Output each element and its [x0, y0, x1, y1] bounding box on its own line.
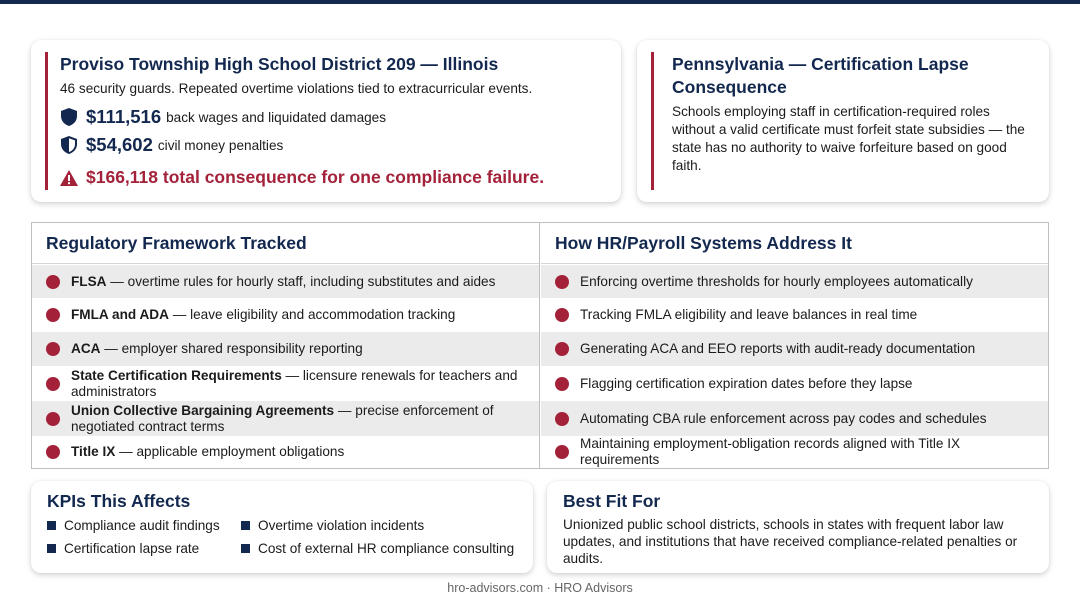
proviso-title: Proviso Township High School District 209 — Illinois: [60, 54, 499, 74]
kpi-label: Certification lapse rate: [64, 541, 200, 556]
table-row: [32, 366, 539, 401]
bullet-dot-icon: [46, 308, 60, 322]
regulatory-column: [32, 223, 540, 468]
kpi-item: [47, 541, 199, 556]
kpi-item: [241, 541, 514, 556]
kpi-card: [31, 481, 533, 573]
best-fit-description: Unionized public school districts, schools in states with frequent labor law updates, and institutions that have received compliance-related penalties or audits.: [563, 517, 1018, 566]
kpi-label: Cost of external HR compliance consulting: [258, 541, 515, 556]
kpi-title: KPIs This Affects: [47, 491, 191, 511]
square-bullet-icon: [241, 521, 250, 530]
table-row: [541, 401, 1048, 436]
table-row: [32, 436, 539, 468]
regulatory-table: [31, 222, 1049, 469]
shield-half-icon: [60, 136, 78, 154]
card-accent-bar: [651, 52, 654, 190]
solutions-header-label: How HR/Payroll Systems Address It: [555, 232, 852, 253]
civil-penalties-amount: $54,602: [86, 134, 153, 155]
footer-credit: hro-advisors.com · HRO Advisors: [447, 581, 633, 595]
warning-triangle-icon: [60, 169, 78, 187]
bullet-dot-icon: [46, 377, 60, 391]
table-row: [32, 401, 539, 436]
square-bullet-icon: [241, 544, 250, 553]
back-wages-row: [60, 106, 386, 128]
solutions-header: [541, 223, 1048, 264]
top-accent-bar: [0, 0, 1080, 4]
proviso-description: 46 security guards. Repeated overtime violations tied to extracurricular events.: [60, 81, 533, 96]
back-wages-label: back wages and liquidated damages: [166, 109, 387, 125]
framework-term: State Certification Requirements: [71, 367, 282, 383]
regulatory-header: [32, 223, 539, 264]
solution-text: Flagging certification expiration dates before they lapse: [580, 375, 913, 391]
proviso-case-card: [31, 40, 621, 202]
framework-text: [71, 274, 507, 290]
bullet-dot-icon: [555, 445, 569, 459]
framework-desc: — licensure renewals for teachers and administrators: [71, 367, 518, 399]
framework-text: [71, 307, 467, 323]
solution-text: Maintaining employment-obligation records aligned with Title IX requirements: [580, 436, 961, 467]
solutions-column: [541, 223, 1048, 468]
civil-penalties-label: civil money penalties: [157, 137, 284, 153]
bullet-dot-icon: [46, 342, 60, 356]
framework-text: [71, 444, 356, 460]
bullet-dot-icon: [555, 308, 569, 322]
framework-term: FMLA and ADA: [71, 307, 169, 322]
solution-text: Enforcing overtime thresholds for hourly employees automatically: [580, 273, 973, 289]
kpi-item: [47, 518, 220, 533]
framework-text: [71, 341, 375, 357]
bullet-dot-icon: [46, 412, 60, 426]
table-row: [541, 298, 1048, 332]
framework-desc: — precise enforcement of negotiated contract terms: [71, 402, 494, 434]
best-fit-title: Best Fit For: [563, 491, 661, 511]
table-row: [32, 332, 539, 366]
bullet-dot-icon: [555, 377, 569, 391]
pennsylvania-description: Schools employing staff in certification-required roles without a valid certificate must forfeit state subsidies — the state has no authority to waive forfeiture based on good faith.: [672, 104, 1025, 173]
square-bullet-icon: [47, 544, 56, 553]
framework-term: Union Collective Bargaining Agreements: [71, 402, 335, 418]
table-row: [32, 265, 539, 298]
bullet-dot-icon: [46, 445, 60, 459]
total-consequence-row: [60, 167, 544, 188]
framework-desc: — leave eligibility and accommodation tracking: [168, 307, 456, 322]
square-bullet-icon: [47, 521, 56, 530]
framework-desc: — employer shared responsibility reporting: [100, 341, 363, 356]
bullet-dot-icon: [46, 275, 60, 289]
kpi-label: Compliance audit findings: [64, 518, 220, 533]
table-row: [541, 436, 1048, 468]
framework-term: Title IX: [71, 444, 116, 459]
solution-text: Automating CBA rule enforcement across pay codes and schedules: [580, 410, 987, 426]
solution-text: Tracking FMLA eligibility and leave balances in real time: [580, 307, 918, 322]
pennsylvania-title: Pennsylvania — Certification Lapse Consequence: [672, 54, 969, 97]
framework-term: ACA: [71, 341, 101, 356]
framework-desc: — overtime rules for hourly staff, including substitutes and aides: [106, 273, 496, 289]
pennsylvania-card: [637, 40, 1049, 202]
bullet-dot-icon: [555, 342, 569, 356]
table-row: [32, 298, 539, 332]
kpi-label: Overtime violation incidents: [258, 518, 425, 533]
bullet-dot-icon: [555, 412, 569, 426]
back-wages-amount: $111,516: [86, 106, 162, 127]
card-accent-bar: [45, 52, 48, 190]
solution-text: Generating ACA and EEO reports with audit-ready documentation: [580, 341, 976, 356]
table-row: [541, 366, 1048, 401]
best-fit-card: [547, 481, 1049, 573]
table-row: [541, 265, 1048, 298]
regulatory-header-label: Regulatory Framework Tracked: [46, 232, 307, 253]
bullet-dot-icon: [555, 275, 569, 289]
civil-penalties-row: [60, 134, 283, 156]
kpi-item: [241, 518, 424, 533]
framework-term: FLSA: [71, 273, 107, 289]
shield-filled-icon: [60, 108, 78, 126]
framework-desc: — applicable employment obligations: [115, 444, 345, 459]
framework-text: [71, 368, 539, 400]
framework-text: [71, 403, 539, 435]
total-consequence-text: $166,118 total consequence for one compliance failure.: [86, 167, 545, 187]
table-row: [541, 332, 1048, 366]
